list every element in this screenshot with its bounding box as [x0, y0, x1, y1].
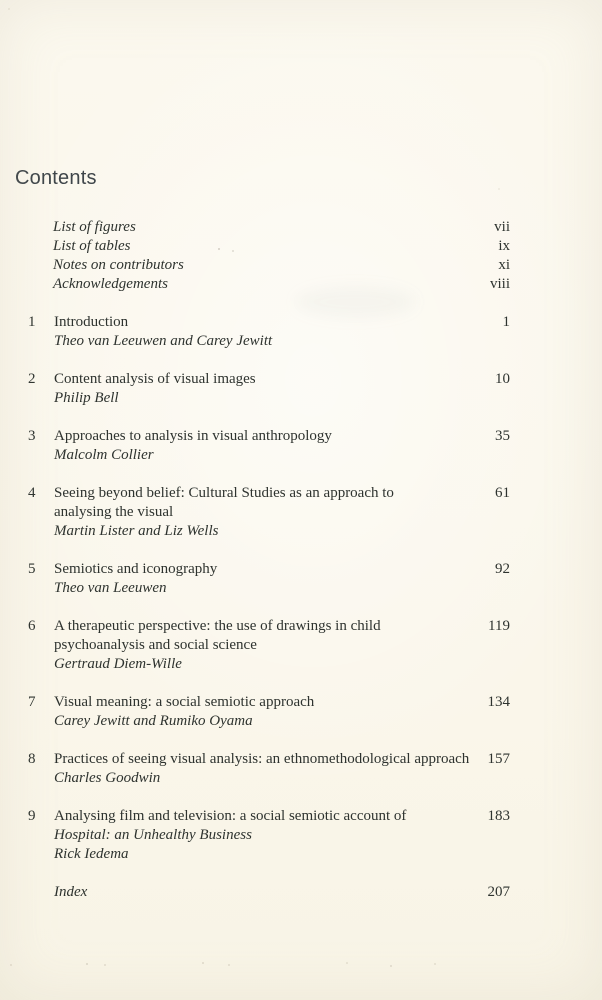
front-matter-row — [53, 256, 510, 275]
chapter-number: 4 — [28, 485, 36, 501]
chapter-title: Approaches to analysis in visual anthropology — [54, 428, 332, 444]
front-matter-label: List of tables — [53, 238, 131, 254]
front-matter-page-number: viii — [489, 276, 510, 292]
front-matter-page-number: ix — [498, 238, 510, 254]
toc-entry-7 — [28, 693, 510, 731]
chapter-authors: Martin Lister and Liz Wells — [54, 523, 219, 539]
chapter-body — [54, 617, 510, 674]
chapter-body — [54, 313, 510, 351]
chapter-body — [54, 484, 510, 541]
toc-entry-5 — [28, 560, 510, 598]
page-title: Contents — [15, 167, 97, 189]
chapter-number: 7 — [28, 694, 36, 710]
front-matter-list — [53, 218, 510, 294]
chapter-title: Content analysis of visual images — [54, 371, 256, 387]
chapter-title: Visual meaning: a social semiotic approach — [54, 694, 315, 710]
chapter-number: 1 — [28, 314, 36, 330]
chapter-page-number: 134 — [487, 694, 510, 710]
chapter-body — [54, 807, 510, 864]
front-matter-row — [53, 218, 510, 237]
chapter-body — [54, 750, 510, 788]
front-matter-page-number: xi — [498, 257, 510, 273]
chapter-number: 5 — [28, 561, 36, 577]
chapter-title-line-2: analysing the visual — [54, 504, 174, 520]
chapter-authors: Philip Bell — [54, 390, 119, 406]
toc-entry-2 — [28, 370, 510, 408]
chapter-authors: Gertraud Diem-Wille — [54, 656, 182, 672]
chapter-authors: Theo van Leeuwen and Carey Jewitt — [54, 333, 273, 349]
chapter-page-number: 157 — [487, 751, 510, 767]
chapter-page-number: 92 — [495, 561, 510, 577]
chapter-authors: Theo van Leeuwen — [54, 580, 167, 596]
chapter-title: Analysing film and television: a social semiotic account of — [54, 808, 407, 824]
chapter-page-number: 1 — [502, 314, 510, 330]
chapter-body — [54, 427, 510, 465]
toc-entry-8 — [28, 750, 510, 788]
front-matter-label: Notes on contributors — [53, 257, 184, 273]
chapter-authors: Malcolm Collier — [54, 447, 154, 463]
chapter-body — [54, 370, 510, 408]
index-label: Index — [54, 884, 88, 900]
chapter-authors: Rick Iedema — [54, 846, 129, 862]
chapter-page-number: 35 — [495, 428, 510, 444]
chapter-body — [54, 693, 510, 731]
front-matter-label: Acknowledgements — [53, 276, 168, 292]
chapter-title: Semiotics and iconography — [54, 561, 218, 577]
chapter-page-number: 10 — [495, 371, 510, 387]
front-matter-row — [53, 237, 510, 256]
chapter-title: Practices of seeing visual analysis: an ethnomethodological approach — [54, 751, 470, 767]
chapter-title: A therapeutic perspective: the use of drawings in child — [54, 618, 381, 634]
toc-entry-3 — [28, 427, 510, 465]
index-page-number: 207 — [487, 884, 510, 900]
chapter-page-number: 61 — [495, 485, 510, 501]
chapter-authors: Carey Jewitt and Rumiko Oyama — [54, 713, 253, 729]
front-matter-label: List of figures — [53, 219, 136, 235]
chapter-page-number: 183 — [487, 808, 510, 824]
chapter-title: Seeing beyond belief: Cultural Studies as an approach to — [54, 485, 394, 501]
chapter-number: 8 — [28, 751, 36, 767]
chapter-number: 2 — [28, 371, 36, 387]
toc-entry-1 — [28, 313, 510, 351]
toc-entry-4 — [28, 484, 510, 541]
front-matter-row — [53, 275, 510, 294]
chapter-body — [54, 560, 510, 598]
chapter-title-line-2: psychoanalysis and social science — [54, 637, 257, 653]
chapter-authors: Charles Goodwin — [54, 770, 161, 786]
chapter-number: 9 — [28, 808, 36, 824]
toc-entry-9 — [28, 807, 510, 864]
chapter-number: 6 — [28, 618, 36, 634]
chapter-page-number: 119 — [488, 618, 510, 634]
chapter-title: Introduction — [54, 314, 129, 330]
toc-entry-6 — [28, 617, 510, 674]
front-matter-page-number: vii — [494, 219, 510, 235]
chapter-number: 3 — [28, 428, 36, 444]
chapter-title-line-2-italic: Hospital: an Unhealthy Business — [54, 827, 252, 843]
index-entry — [54, 883, 510, 902]
